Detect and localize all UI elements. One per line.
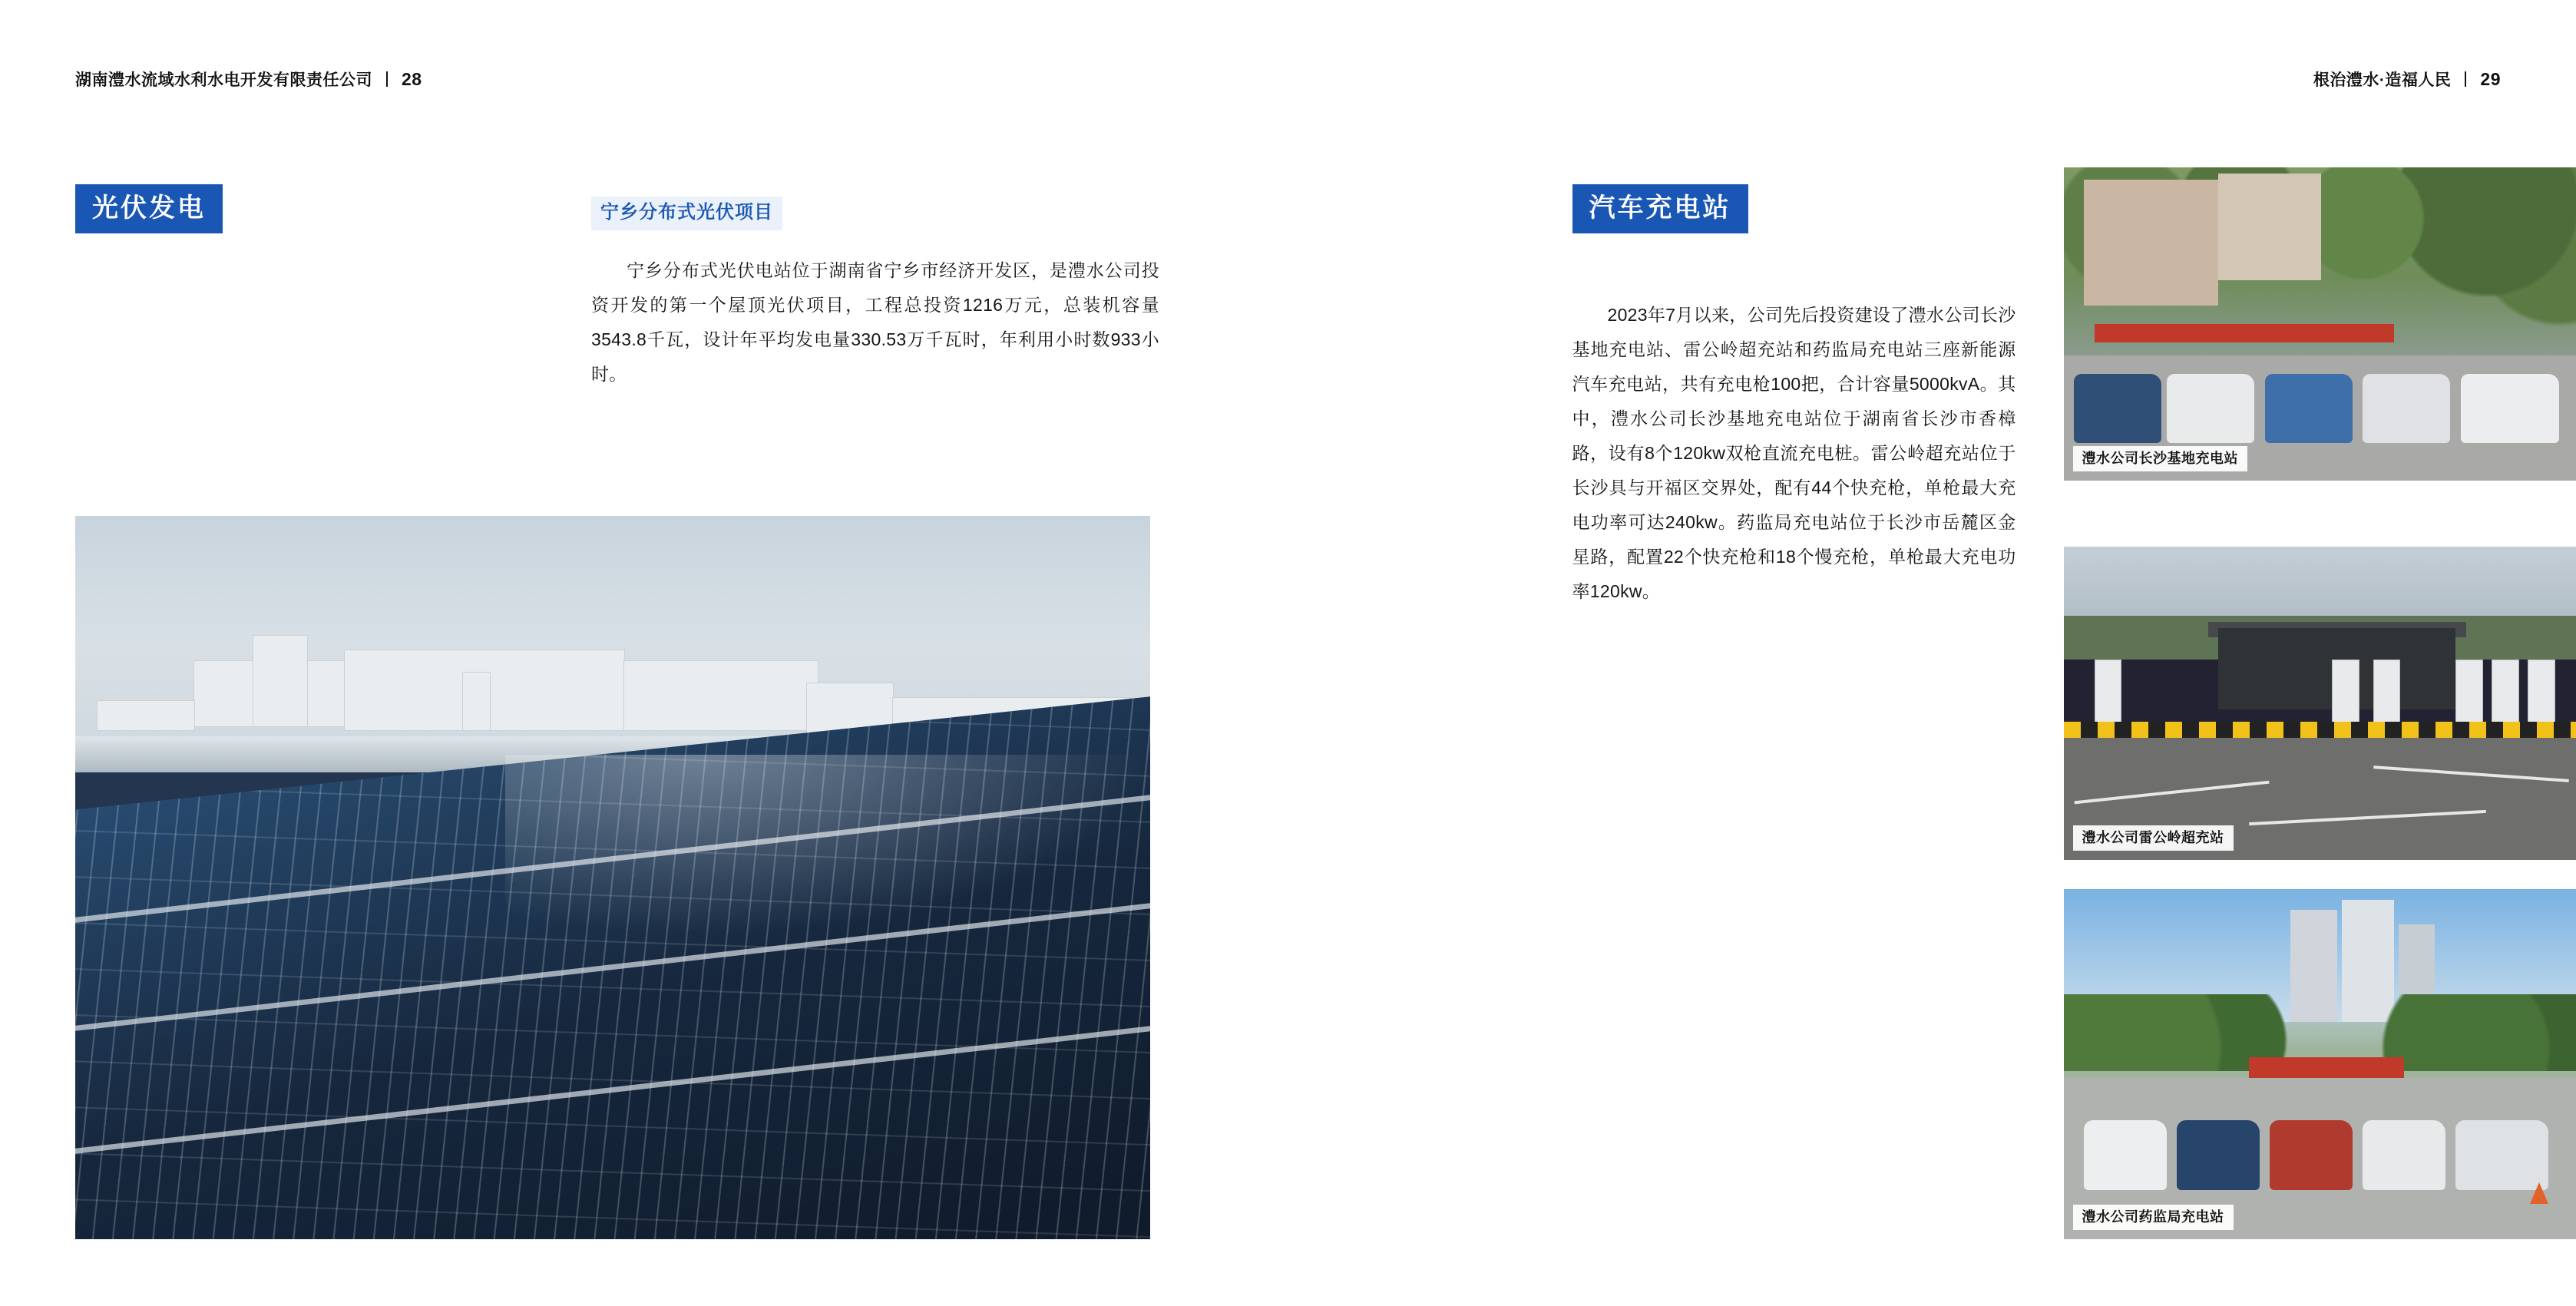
photo-card-leigongling-super-station [2064,547,2576,860]
photo-warning-curb [2064,722,2576,737]
photo-car [2461,374,2559,443]
photo-solar-panel-array [75,516,1150,1239]
page-number-left: 28 [402,68,422,89]
page-number-right: 29 [2480,68,2501,89]
photo-traffic-cone [2530,1182,2548,1204]
photo-building [97,700,195,731]
photo-car [2177,1120,2260,1190]
paragraph-photovoltaic: 宁乡分布式光伏电站位于湖南省宁乡市经济开发区，是澧水公司投资开发的第一个屋顶光伏项目，工程总投资1216万元，总装机容量3543.8千瓦，设计年平均发电量330.53万千瓦时，年利用小时数933小时。 [591,260,1159,384]
photo-charging-pile [2528,660,2555,724]
photo-charging-pile [2332,660,2359,724]
photo-image [2064,547,2576,860]
photo-caption: 澧水公司药监局充电站 [2073,1205,2234,1230]
running-head-divider [386,71,388,87]
photo-sun-glare [505,755,1150,936]
photo-charging-pile [2373,660,2401,724]
photo-car [2455,1120,2548,1190]
photo-building [253,635,308,727]
photo-red-banner [2095,324,2394,342]
photo-building [462,672,491,731]
paragraph-ev-charging: 2023年7月以来，公司先后投资建设了澧水公司长沙基地充电站、雷公岭超充站和药监局充电站三座新能源汽车充电站，共有充电枪100把，合计容量5000kvA。其中，澧水公司长沙基地充电站位于湖南省长沙市香樟路，设有8个120kw双枪直流充电桩。雷公岭超充站位于长沙具与开福区交界处，配有44个快充枪，单枪最大充电功率可达240kw。药监局充电站位于长沙市岳麓区金星路，配置22个快充枪和18个慢充枪，单枪最大充电功率120kw。 [1572,305,2016,601]
photo-car [2265,374,2353,443]
photo-car [2074,374,2161,443]
photo-car [2363,1120,2445,1190]
photo-building [2218,174,2321,280]
photo-card-changsha-base-station [2064,167,2576,481]
photo-image [2064,889,2576,1239]
sub-heading-ningxiang-project: 宁乡分布式光伏项目 [591,197,782,230]
photo-building [623,660,818,730]
running-head-left [75,68,422,91]
section-title-photovoltaic: 光伏发电 [75,184,223,233]
photo-card-drug-administration-station [2064,889,2576,1239]
running-head-right-text: 根治澧水·造福人民 [2313,71,2452,89]
running-head-right [2313,68,2501,91]
photo-caption: 澧水公司长沙基地充电站 [2073,446,2248,471]
running-head-divider [2465,71,2466,87]
photo-car [2270,1120,2353,1190]
photo-red-banner [2249,1057,2404,1078]
section-title-ev-charging: 汽车充电站 [1572,184,1748,233]
photo-caption: 澧水公司雷公岭超充站 [2073,825,2234,851]
photo-charging-pile [2095,660,2122,724]
photo-image [2064,167,2576,481]
photo-car [2084,1120,2167,1190]
running-head-left-text: 湖南澧水流域水利水电开发有限责任公司 [75,71,372,89]
photo-building [2084,180,2218,305]
photo-car [2363,374,2450,443]
photo-charging-pile [2455,660,2483,724]
photo-car [2167,374,2254,443]
photo-charging-pile [2492,660,2519,724]
right-page [1288,0,2576,1306]
